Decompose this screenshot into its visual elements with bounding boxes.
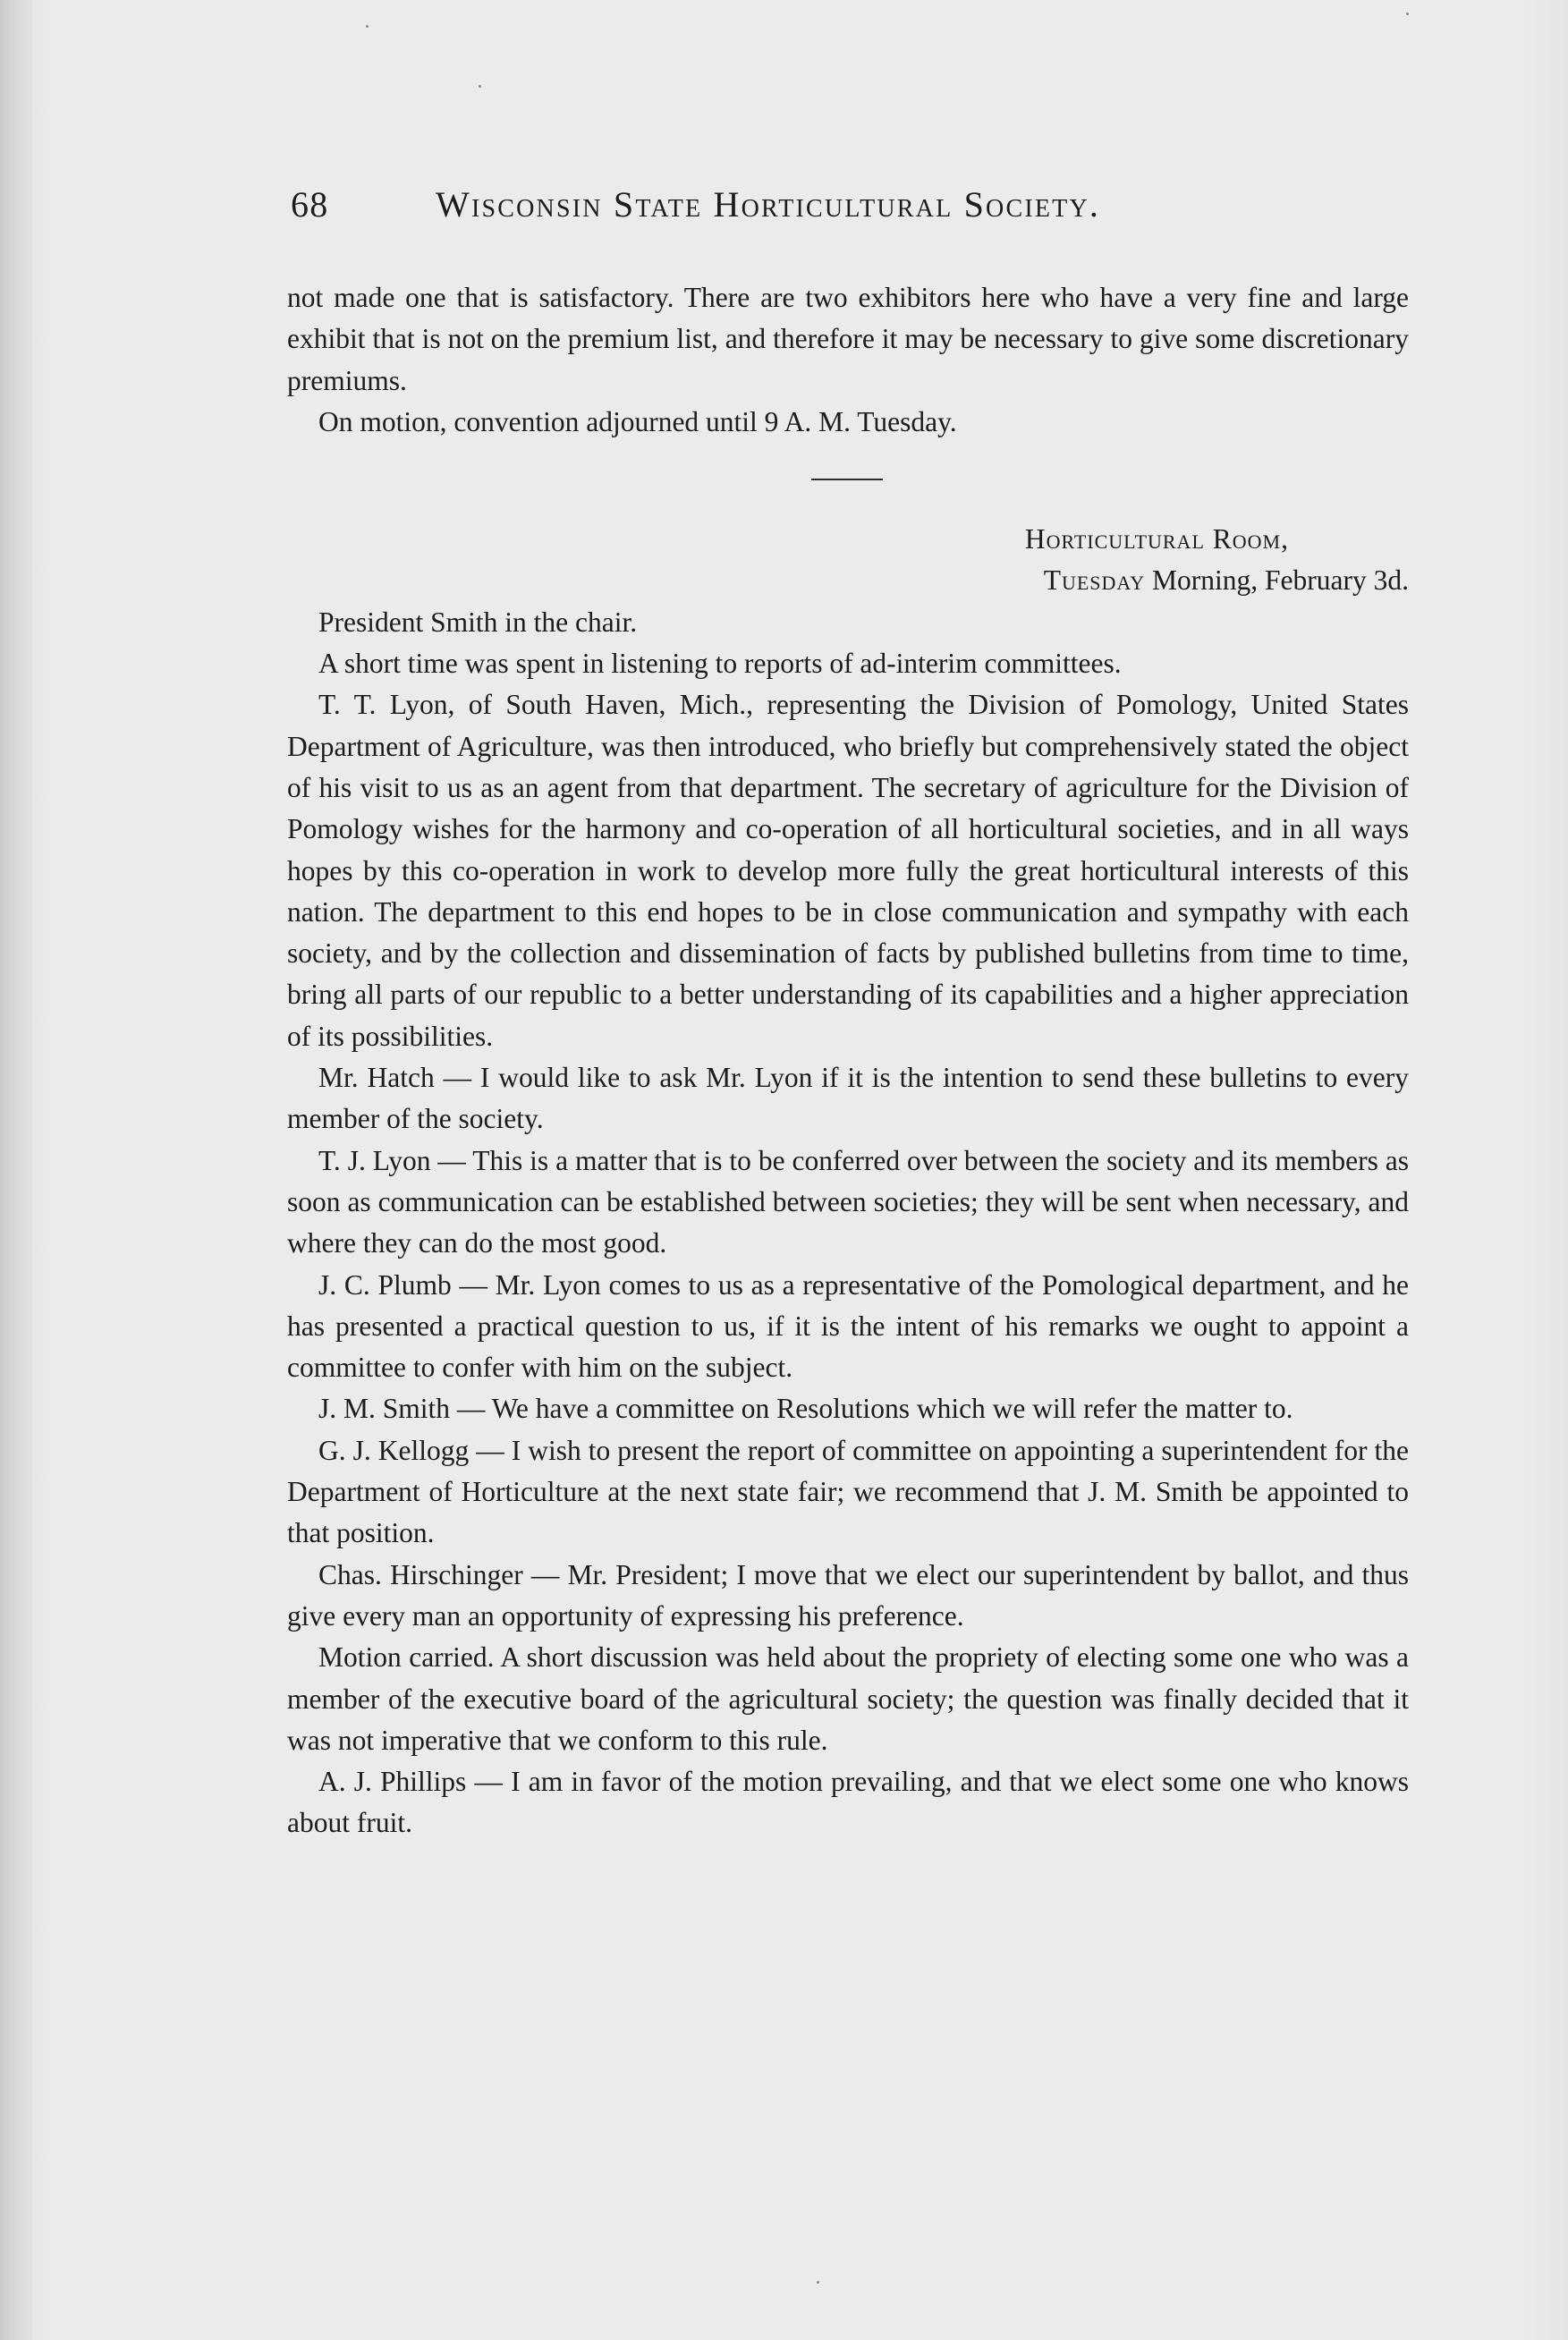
print-speck xyxy=(366,25,369,28)
body-text xyxy=(287,277,1409,1844)
paragraph-committees: A short time was spent in listening to reports of ad-interim committees. xyxy=(318,648,1122,680)
paragraph-hirschinger: Chas. Hirschinger — Mr. President; I move that we elect our superintendent by ballot, and thus give every man an opportunity of expressing his preference. xyxy=(287,1558,1409,1632)
page-number: 68 xyxy=(291,184,329,225)
session-date: Morning, February 3d. xyxy=(1145,564,1409,597)
section-divider xyxy=(287,443,1409,519)
paragraph-adjournment: On motion, convention adjourned until 9 A. M. Tuesday. xyxy=(318,405,957,437)
paragraph-motion-carried: Motion carried. A short discussion was held about the propriety of electing some one who was a member of the executive board of the agricultural society; the question was finally decided that it was not imperative that we conform to this rule. xyxy=(287,1641,1409,1756)
print-speck xyxy=(479,85,481,88)
paragraph-phillips: A. J. Phillips — I am in favor of the motion prevailing, and that we elect some one who knows about fruit. xyxy=(287,1766,1409,1839)
paragraph-lyon-intro: T. T. Lyon, of South Haven, Mich., representing the Division of Pomology, United States Department of Agriculture, was then introduced, who briefly but comprehensively stated the object of his visit to us as an agent from that department. The secretary of agriculture for the Division of Pomology wishes for the harmony and co-operation of all horticultural societies, and in all ways hopes by this co-operation in work to develop more fully the great horticultural interests of this nation. The department to this end hopes to be in close communication and sympathy with each society, and by the collection and dissemination of facts by published bulletins from time to time, bring all parts of our republic to a better understanding of its capabilities and a higher appreciation of its possibilities. xyxy=(287,689,1409,1052)
session-dateline xyxy=(287,560,1409,601)
paragraph-smith: J. M. Smith — We have a committee on Resolutions which we will refer the matter to. xyxy=(318,1393,1293,1425)
session-day: Tuesday xyxy=(1043,564,1146,597)
print-speck xyxy=(1406,13,1409,15)
paragraph-continuation: not made one that is satisfactory. There are two exhibitors here who have a very fine and large exhibit that is not on the premium list, and therefore it may be necessary to give some discretionary premiums. xyxy=(287,282,1409,396)
running-title: Wisconsin State Horticultural Society. xyxy=(436,184,1101,225)
paragraph-kellogg: G. J. Kellogg — I wish to present the report of committee on appointing a superintendent for the Department of Horticulture at the next state fair; we recommend that J. M. Smith be appointed to that position. xyxy=(287,1434,1409,1549)
paragraph-chair: President Smith in the chair. xyxy=(318,606,638,638)
page-edge-shadow xyxy=(0,0,32,2340)
paragraph-hatch: Mr. Hatch — I would like to ask Mr. Lyon if it is the intention to send these bulletins to every member of the society. xyxy=(287,1062,1409,1135)
paragraph-lyon-reply: T. J. Lyon — This is a matter that is to be conferred over between the society and its members as soon as communication can be established between societies; they will be sent when necessary, and where they can do the most good. xyxy=(287,1144,1409,1259)
session-place: Horticultural Room, xyxy=(1024,523,1289,555)
print-speck xyxy=(817,2281,819,2284)
divider-rule xyxy=(811,479,883,480)
paragraph-plumb: J. C. Plumb — Mr. Lyon comes to us as a representative of the Pomological department, and he has presented a practical question to us, if it is the intent of his remarks we ought to appoint a committee to confer with him on the subject. xyxy=(287,1268,1409,1384)
page-header xyxy=(291,183,1293,237)
